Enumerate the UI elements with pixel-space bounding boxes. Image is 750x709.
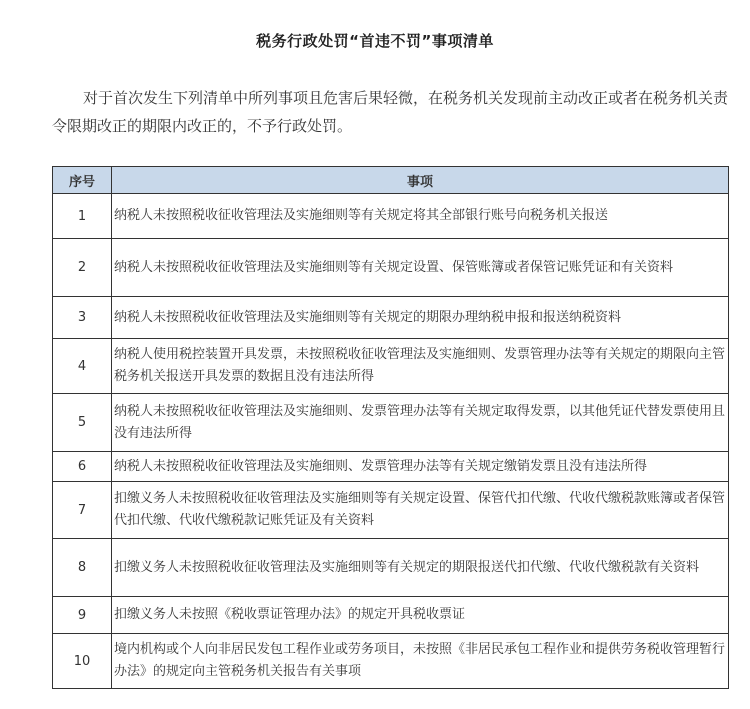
row-number: 9 <box>53 597 112 634</box>
row-number: 3 <box>53 297 112 339</box>
row-item-text: 扣缴义务人未按照税收征收管理法及实施细则等有关规定设置、保管代扣代缴、代收代缴税款账簿或者保管代扣代缴、代收代缴税款记账凭证及有关资料 <box>112 482 729 539</box>
table-row <box>53 634 729 689</box>
table-row <box>53 482 729 539</box>
row-item-text: 扣缴义务人未按照税收征收管理法及实施细则等有关规定的期限报送代扣代缴、代收代缴税款有关资料 <box>112 539 729 597</box>
table-row <box>53 539 729 597</box>
row-number: 2 <box>53 239 112 297</box>
row-item-text: 纳税人未按照税收征收管理法及实施细则、发票管理办法等有关规定取得发票，以其他凭证代替发票使用且没有违法所得 <box>112 394 729 452</box>
items-table <box>52 166 729 689</box>
row-number: 4 <box>53 339 112 394</box>
header-number: 序号 <box>53 167 112 194</box>
table-row <box>53 239 729 297</box>
row-number: 10 <box>53 634 112 689</box>
table-row <box>53 297 729 339</box>
row-number: 1 <box>53 194 112 239</box>
header-item: 事项 <box>112 167 729 194</box>
row-item-text: 纳税人未按照税收征收管理法及实施细则等有关规定设置、保管账簿或者保管记账凭证和有关资料 <box>112 239 729 297</box>
row-item-text: 扣缴义务人未按照《税收票证管理办法》的规定开具税收票证 <box>112 597 729 634</box>
row-item-text: 纳税人未按照税收征收管理法及实施细则等有关规定的期限办理纳税申报和报送纳税资料 <box>112 297 729 339</box>
table-row <box>53 394 729 452</box>
table-row <box>53 194 729 239</box>
row-number: 7 <box>53 482 112 539</box>
table-row <box>53 597 729 634</box>
row-number: 6 <box>53 452 112 482</box>
row-number: 5 <box>53 394 112 452</box>
table-row <box>53 452 729 482</box>
document-title: 税务行政处罚“首违不罚”事项清单 <box>256 32 494 50</box>
row-item-text: 境内机构或个人向非居民发包工程作业或劳务项目，未按照《非居民承包工程作业和提供劳务税收管理暂行办法》的规定向主管税务机关报告有关事项 <box>112 634 729 689</box>
table-row <box>53 339 729 394</box>
table-header-row <box>53 167 729 194</box>
row-item-text: 纳税人未按照税收征收管理法及实施细则等有关规定将其全部银行账号向税务机关报送 <box>112 194 729 239</box>
intro-paragraph: 对于首次发生下列清单中所列事项且危害后果轻微，在税务机关发现前主动改正或者在税务机关责令限期改正的期限内改正的，不予行政处罚。 <box>52 89 729 135</box>
row-number: 8 <box>53 539 112 597</box>
row-item-text: 纳税人未按照税收征收管理法及实施细则、发票管理办法等有关规定缴销发票且没有违法所得 <box>112 452 729 482</box>
row-item-text: 纳税人使用税控装置开具发票，未按照税收征收管理法及实施细则、发票管理办法等有关规定的期限向主管税务机关报送开具发票的数据且没有违法所得 <box>112 339 729 394</box>
